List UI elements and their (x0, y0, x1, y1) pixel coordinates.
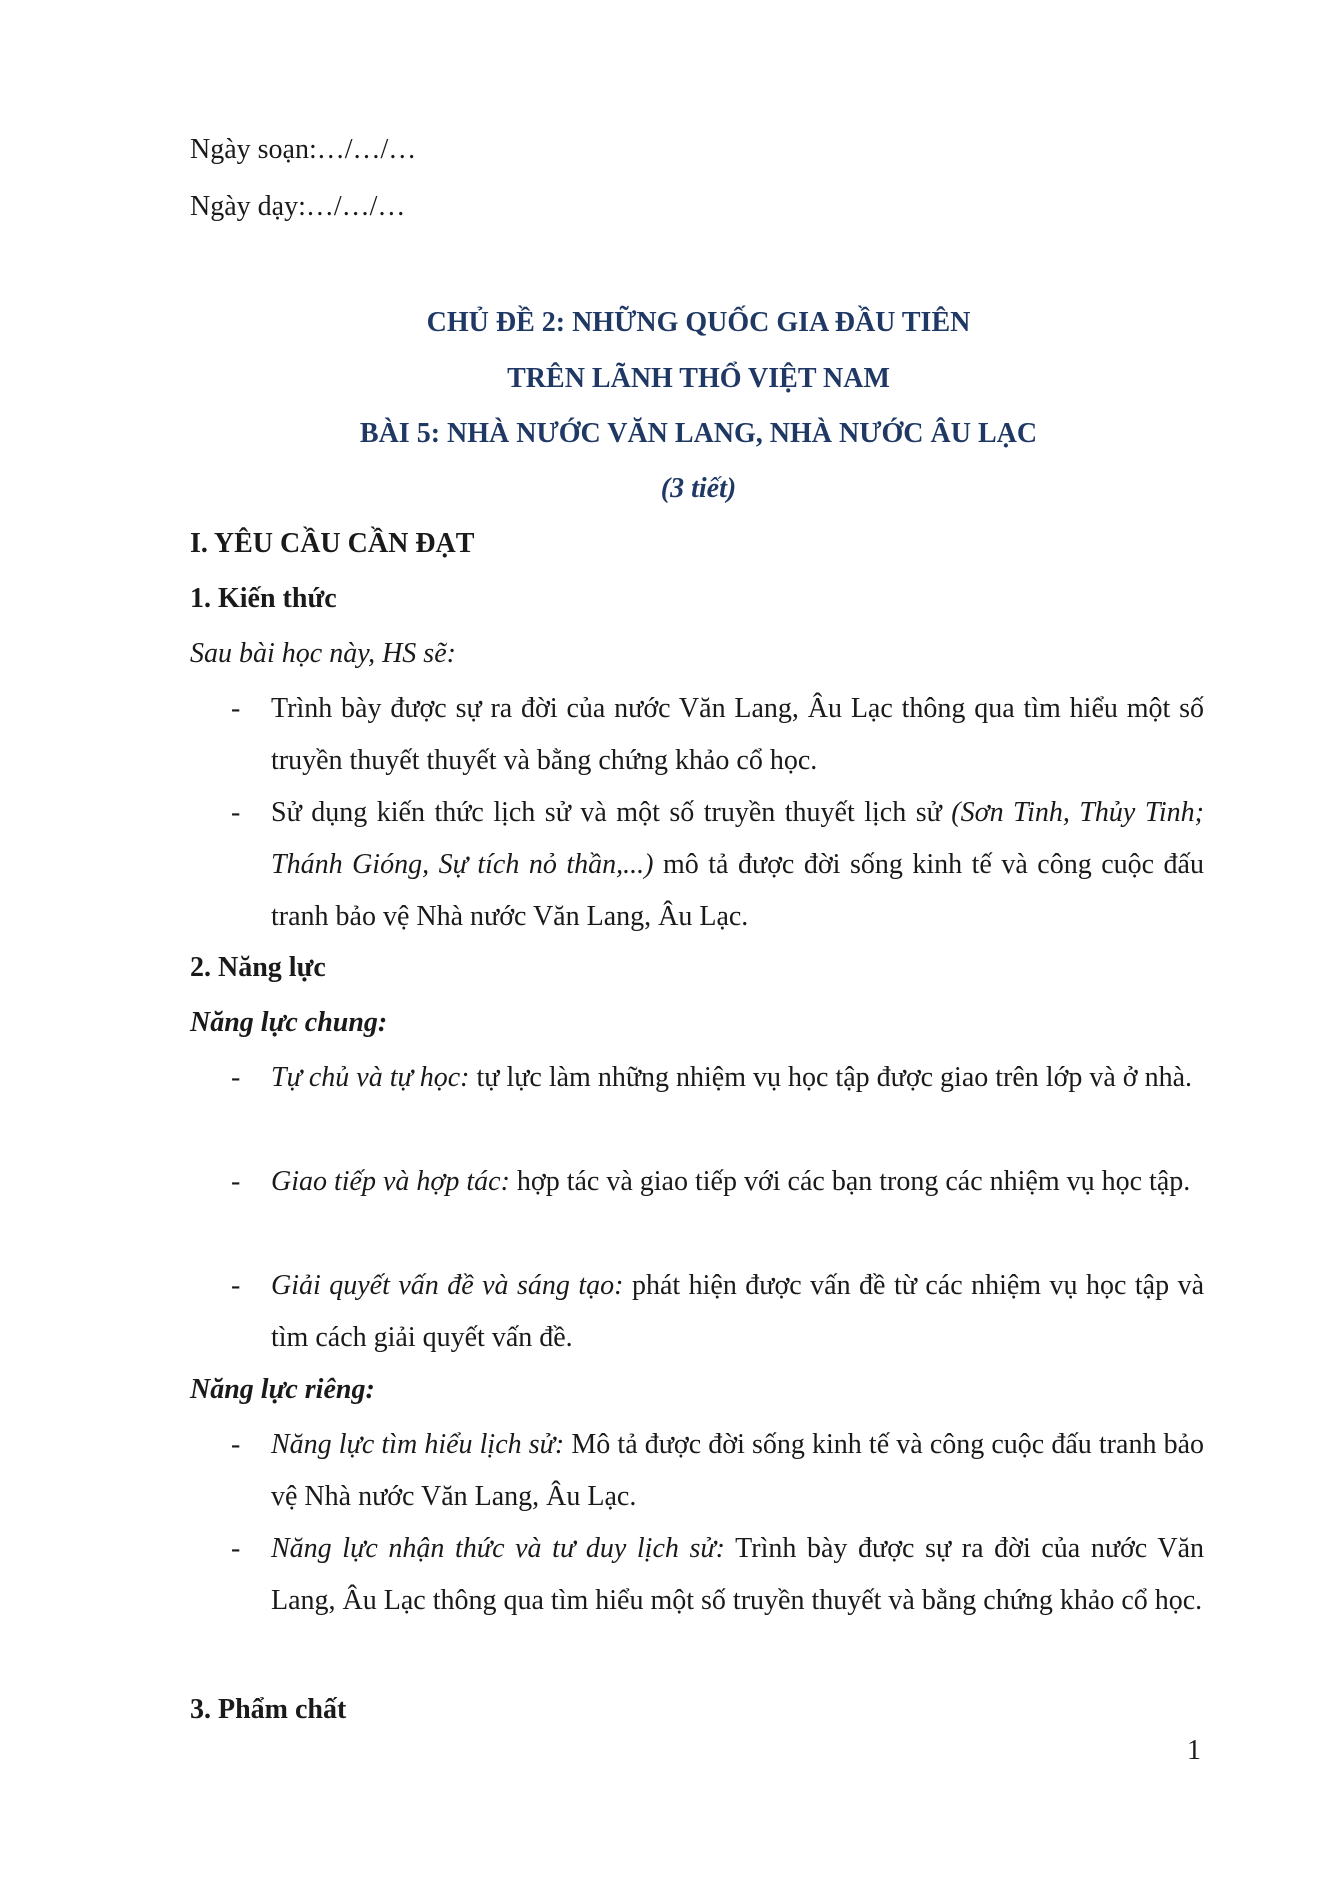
lesson-duration: (3 tiết) (660, 473, 737, 504)
knowledge-bullet-1: Trình bày được sự ra đời của nước Văn Lang, Âu Lạc thông qua tìm hiểu một số truyền thuyết thuyết và bằng chứng khảo cổ học. (271, 693, 1204, 776)
bullet-dash: - (231, 1062, 241, 1093)
specific-competence-heading: Năng lực riêng: (190, 1374, 375, 1405)
topic-subtitle: TRÊN LÃNH THỔ VIỆT NAM (507, 363, 890, 394)
ngay-day: Ngày dạy:…/…/… (190, 191, 406, 222)
general-bullet-2: Giao tiếp và hợp tác: hợp tác và giao tiếp với các bạn trong các nhiệm vụ học tập. (271, 1166, 1191, 1197)
general-competence-heading: Năng lực chung: (190, 1007, 388, 1038)
page-number: 1 (1187, 1735, 1201, 1766)
ngay-soan: Ngày soạn:…/…/… (190, 134, 417, 165)
knowledge-intro: Sau bài học này, HS sẽ: (190, 638, 456, 669)
topic-title: CHỦ ĐỀ 2: NHỮNG QUỐC GIA ĐẦU TIÊN (426, 307, 971, 338)
bullet-dash: - (231, 1166, 241, 1197)
general-bullet-1: Tự chủ và tự học: tự lực làm những nhiệm vụ học tập được giao trên lớp và ở nhà. (271, 1062, 1193, 1093)
subheading-competence: 2. Năng lực (190, 952, 326, 983)
specific-bullet-2: Năng lực nhận thức và tư duy lịch sử: Trình bày được sự ra đời của nước Văn Lang, Âu Lạc thông qua tìm hiểu một số truyền thuyết và bằng chứng khảo cổ học. (271, 1533, 1204, 1616)
general-bullet-3: Giải quyết vấn đề và sáng tạo: phát hiện được vấn đề từ các nhiệm vụ học tập và tìm cách giải quyết vấn đề. (271, 1270, 1205, 1353)
section-heading-requirements: I. YÊU CẦU CẦN ĐẠT (190, 528, 475, 559)
lesson-title: BÀI 5: NHÀ NƯỚC VĂN LANG, NHÀ NƯỚC ÂU LẠC (359, 418, 1038, 449)
knowledge-bullet-2: Sử dụng kiến thức lịch sử và một số truyền thuyết lịch sử (Sơn Tinh, Thủy Tinh; Thánh Gióng, Sự tích nỏ thần,...) mô tả được đời sống kinh tế và công cuộc đấu tranh bảo vệ Nhà nước Văn Lang, Âu Lạc. (271, 797, 1204, 932)
subheading-knowledge: 1. Kiến thức (190, 583, 337, 614)
bullet-dash: - (231, 1270, 241, 1301)
bullet-dash: - (231, 797, 241, 828)
bullet-dash: - (231, 693, 241, 724)
bullet-dash: - (231, 1429, 241, 1460)
bullet-dash: - (231, 1533, 241, 1564)
subheading-quality: 3. Phẩm chất (190, 1694, 347, 1725)
specific-bullet-1: Năng lực tìm hiểu lịch sử: Mô tả được đời sống kinh tế và công cuộc đấu tranh bảo vệ Nhà nước Văn Lang, Âu Lạc. (271, 1429, 1204, 1512)
